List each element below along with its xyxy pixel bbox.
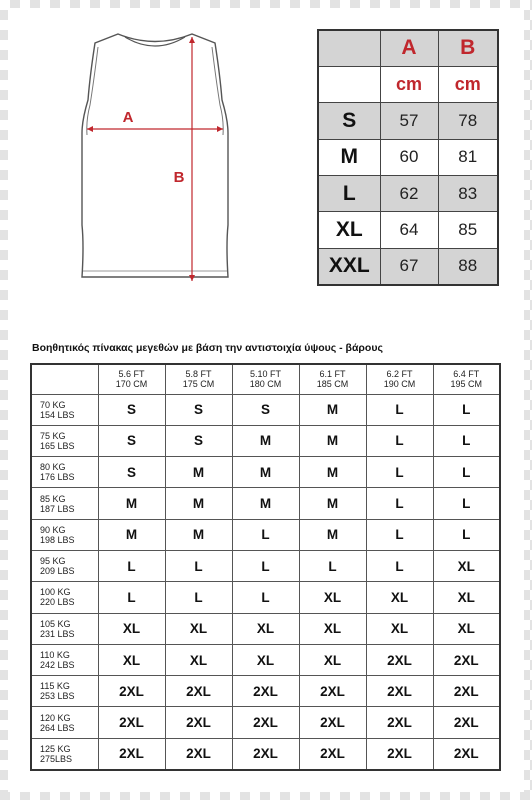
grid-size-cell: XL <box>232 613 299 644</box>
row-weight-kg: 70 KG <box>40 399 66 410</box>
size-value-b: 85 <box>438 212 498 248</box>
row-weight-kg: 115 KG <box>40 681 70 692</box>
grid-size-cell: XL <box>232 644 299 675</box>
grid-size-cell: 2XL <box>366 644 433 675</box>
size-label: L <box>318 176 380 212</box>
size-value-a: 57 <box>380 103 438 139</box>
grid-size-cell: S <box>232 394 299 425</box>
size-value-a: 67 <box>380 248 438 284</box>
size-table-row <box>318 103 498 139</box>
grid-size-cell: L <box>165 550 232 581</box>
grid-row <box>31 582 500 613</box>
row-weight-kg: 105 KG <box>40 618 71 629</box>
grid-size-cell: L <box>433 394 500 425</box>
grid-size-cell: L <box>232 519 299 550</box>
size-value-a: 60 <box>380 139 438 175</box>
grid-size-cell: L <box>98 550 165 581</box>
size-value-b: 88 <box>438 248 498 284</box>
row-weight-kg: 85 KG <box>40 493 66 504</box>
grid-size-cell: S <box>165 394 232 425</box>
grid-size-cell: M <box>299 425 366 456</box>
column-height-cm: 190 CM <box>383 379 416 390</box>
grid-row <box>31 676 500 707</box>
grid-row <box>31 613 500 644</box>
grid-column-header <box>299 364 366 394</box>
grid-size-cell: 2XL <box>98 676 165 707</box>
grid-size-cell: L <box>165 582 232 613</box>
row-weight-lbs: 264 LBS <box>40 722 75 733</box>
grid-body <box>31 394 500 770</box>
row-weight-lbs: 176 LBS <box>40 472 75 483</box>
grid-size-cell: M <box>98 519 165 550</box>
size-value-b: 81 <box>438 139 498 175</box>
grid-column-header <box>98 364 165 394</box>
grid-row-label <box>31 550 98 581</box>
grid-size-cell: 2XL <box>433 644 500 675</box>
grid-size-cell: M <box>299 519 366 550</box>
grid-row <box>31 519 500 550</box>
grid-size-cell: 2XL <box>232 738 299 769</box>
grid-size-cell: L <box>366 550 433 581</box>
size-value-b: 83 <box>438 176 498 212</box>
grid-size-cell: XL <box>98 613 165 644</box>
row-weight-lbs: 242 LBS <box>40 660 75 671</box>
size-table-corner <box>318 30 380 66</box>
grid-size-cell: 2XL <box>366 738 433 769</box>
row-weight-kg: 95 KG <box>40 556 66 567</box>
shirt-outline <box>82 34 228 277</box>
column-height-ft: 6.4 FT <box>453 369 480 380</box>
size-label: XL <box>318 212 380 248</box>
grid-row-label <box>31 738 98 769</box>
column-height-ft: 5.8 FT <box>185 369 212 380</box>
grid-size-cell: L <box>232 582 299 613</box>
grid-row <box>31 394 500 425</box>
measure-b-arrow-bottom <box>189 275 195 281</box>
grid-row-label <box>31 644 98 675</box>
size-label: S <box>318 103 380 139</box>
grid-size-cell: XL <box>165 644 232 675</box>
grid-row-label <box>31 394 98 425</box>
grid-size-cell: S <box>98 394 165 425</box>
row-weight-kg: 110 KG <box>40 650 70 661</box>
size-table-header-b: B <box>438 30 498 66</box>
measure-b-label: B <box>173 169 185 186</box>
size-table-row <box>318 248 498 284</box>
grid-size-cell: S <box>165 425 232 456</box>
row-weight-lbs: 231 LBS <box>40 628 75 639</box>
grid-size-cell: 2XL <box>433 738 500 769</box>
grid-column-header <box>232 364 299 394</box>
row-weight-lbs: 198 LBS <box>40 534 75 545</box>
size-label: M <box>318 139 380 175</box>
grid-row <box>31 644 500 675</box>
grid-size-cell: XL <box>366 613 433 644</box>
grid-size-cell: L <box>232 550 299 581</box>
grid-size-cell: L <box>433 425 500 456</box>
row-weight-lbs: 253 LBS <box>40 691 75 702</box>
size-table-unit-blank <box>318 66 380 102</box>
column-height-cm: 170 CM <box>115 379 148 390</box>
grid-row <box>31 707 500 738</box>
grid-row-label <box>31 425 98 456</box>
row-weight-kg: 80 KG <box>40 462 66 473</box>
row-weight-lbs: 187 LBS <box>40 503 75 514</box>
column-height-cm: 185 CM <box>316 379 349 390</box>
grid-size-cell: L <box>366 488 433 519</box>
column-height-cm: 180 CM <box>249 379 282 390</box>
grid-size-cell: 2XL <box>98 707 165 738</box>
grid-column-header <box>433 364 500 394</box>
row-weight-kg: 120 KG <box>40 712 71 723</box>
grid-size-cell: L <box>366 519 433 550</box>
grid-size-cell: 2XL <box>299 738 366 769</box>
grid-size-cell: XL <box>165 613 232 644</box>
size-table-header-a: A <box>380 30 438 66</box>
grid-size-cell: 2XL <box>299 707 366 738</box>
grid-corner <box>31 364 98 394</box>
row-weight-lbs: 220 LBS <box>40 597 75 608</box>
grid-size-cell: XL <box>299 613 366 644</box>
row-weight-kg: 125 KG <box>40 743 71 754</box>
column-height-ft: 6.1 FT <box>319 369 346 380</box>
row-weight-kg: 90 KG <box>40 524 66 535</box>
grid-row <box>31 738 500 769</box>
size-table-unit-row <box>318 66 498 102</box>
grid-size-cell: 2XL <box>433 676 500 707</box>
grid-size-cell: S <box>98 425 165 456</box>
size-table-unit-b: cm <box>438 66 498 102</box>
grid-size-cell: XL <box>299 582 366 613</box>
grid-size-cell: XL <box>433 613 500 644</box>
row-weight-lbs: 275LBS <box>40 753 73 764</box>
row-weight-kg: 100 KG <box>40 587 71 598</box>
grid-size-cell: L <box>98 582 165 613</box>
grid-size-cell: L <box>366 425 433 456</box>
grid-size-cell: M <box>299 488 366 519</box>
grid-size-cell: M <box>299 394 366 425</box>
grid-size-cell: 2XL <box>232 707 299 738</box>
grid-row <box>31 425 500 456</box>
grid-row <box>31 457 500 488</box>
grid-size-cell: S <box>98 457 165 488</box>
grid-size-cell: 2XL <box>165 676 232 707</box>
size-value-a: 64 <box>380 212 438 248</box>
grid-size-cell: 2XL <box>366 676 433 707</box>
grid-row-label <box>31 582 98 613</box>
grid-size-cell: 2XL <box>165 738 232 769</box>
grid-size-cell: 2XL <box>165 707 232 738</box>
grid-row-label <box>31 613 98 644</box>
grid-row-label <box>31 488 98 519</box>
row-weight-lbs: 154 LBS <box>40 409 75 420</box>
grid-size-cell: M <box>232 425 299 456</box>
grid-size-cell: M <box>165 519 232 550</box>
grid-column-header <box>165 364 232 394</box>
column-height-cm: 195 CM <box>450 379 482 390</box>
shirt-diagram <box>70 25 240 287</box>
grid-size-cell: L <box>433 488 500 519</box>
size-table-row <box>318 176 498 212</box>
size-label: XXL <box>318 248 380 284</box>
grid-size-cell: M <box>98 488 165 519</box>
grid-size-cell: 2XL <box>433 707 500 738</box>
size-table-row <box>318 212 498 248</box>
row-weight-lbs: 209 LBS <box>40 566 75 577</box>
grid-size-cell: 2XL <box>232 676 299 707</box>
column-height-cm: 175 CM <box>182 379 215 390</box>
grid-size-cell: XL <box>433 582 500 613</box>
grid-size-cell: L <box>433 519 500 550</box>
height-weight-caption: Βοηθητικός πίνακας μεγεθών με βάση την αντιστοιχία ύψους - βάρους <box>32 342 383 354</box>
grid-size-cell: L <box>366 457 433 488</box>
grid-row-label <box>31 519 98 550</box>
grid-row-label <box>31 457 98 488</box>
grid-size-cell: 2XL <box>366 707 433 738</box>
grid-size-cell: M <box>165 488 232 519</box>
grid-size-cell: L <box>366 394 433 425</box>
row-weight-kg: 75 KG <box>40 430 66 441</box>
grid-size-cell: L <box>299 550 366 581</box>
column-height-ft: 5.6 FT <box>118 369 145 380</box>
grid-size-cell: M <box>165 457 232 488</box>
grid-row <box>31 550 500 581</box>
grid-size-cell: XL <box>366 582 433 613</box>
grid-size-cell: XL <box>98 644 165 675</box>
grid-size-cell: M <box>232 457 299 488</box>
column-height-ft: 6.2 FT <box>386 369 413 380</box>
size-value-a: 62 <box>380 176 438 212</box>
size-measurement-table <box>317 29 499 286</box>
measure-a-label: A <box>122 109 134 126</box>
grid-size-cell: XL <box>299 644 366 675</box>
column-height-ft: 5.10 FT <box>249 369 281 380</box>
size-table-unit-a: cm <box>380 66 438 102</box>
grid-row-label <box>31 707 98 738</box>
grid-size-cell: 2XL <box>98 738 165 769</box>
grid-size-cell: L <box>433 457 500 488</box>
grid-size-cell: XL <box>433 550 500 581</box>
grid-size-cell: 2XL <box>299 676 366 707</box>
size-value-b: 78 <box>438 103 498 139</box>
grid-column-header <box>366 364 433 394</box>
grid-size-cell: M <box>299 457 366 488</box>
grid-size-cell: M <box>232 488 299 519</box>
grid-header-row <box>31 364 500 394</box>
size-table-header-row <box>318 30 498 66</box>
height-weight-size-grid <box>30 363 501 771</box>
size-table-row <box>318 139 498 175</box>
row-weight-lbs: 165 LBS <box>40 440 75 451</box>
grid-row <box>31 488 500 519</box>
grid-row-label <box>31 676 98 707</box>
